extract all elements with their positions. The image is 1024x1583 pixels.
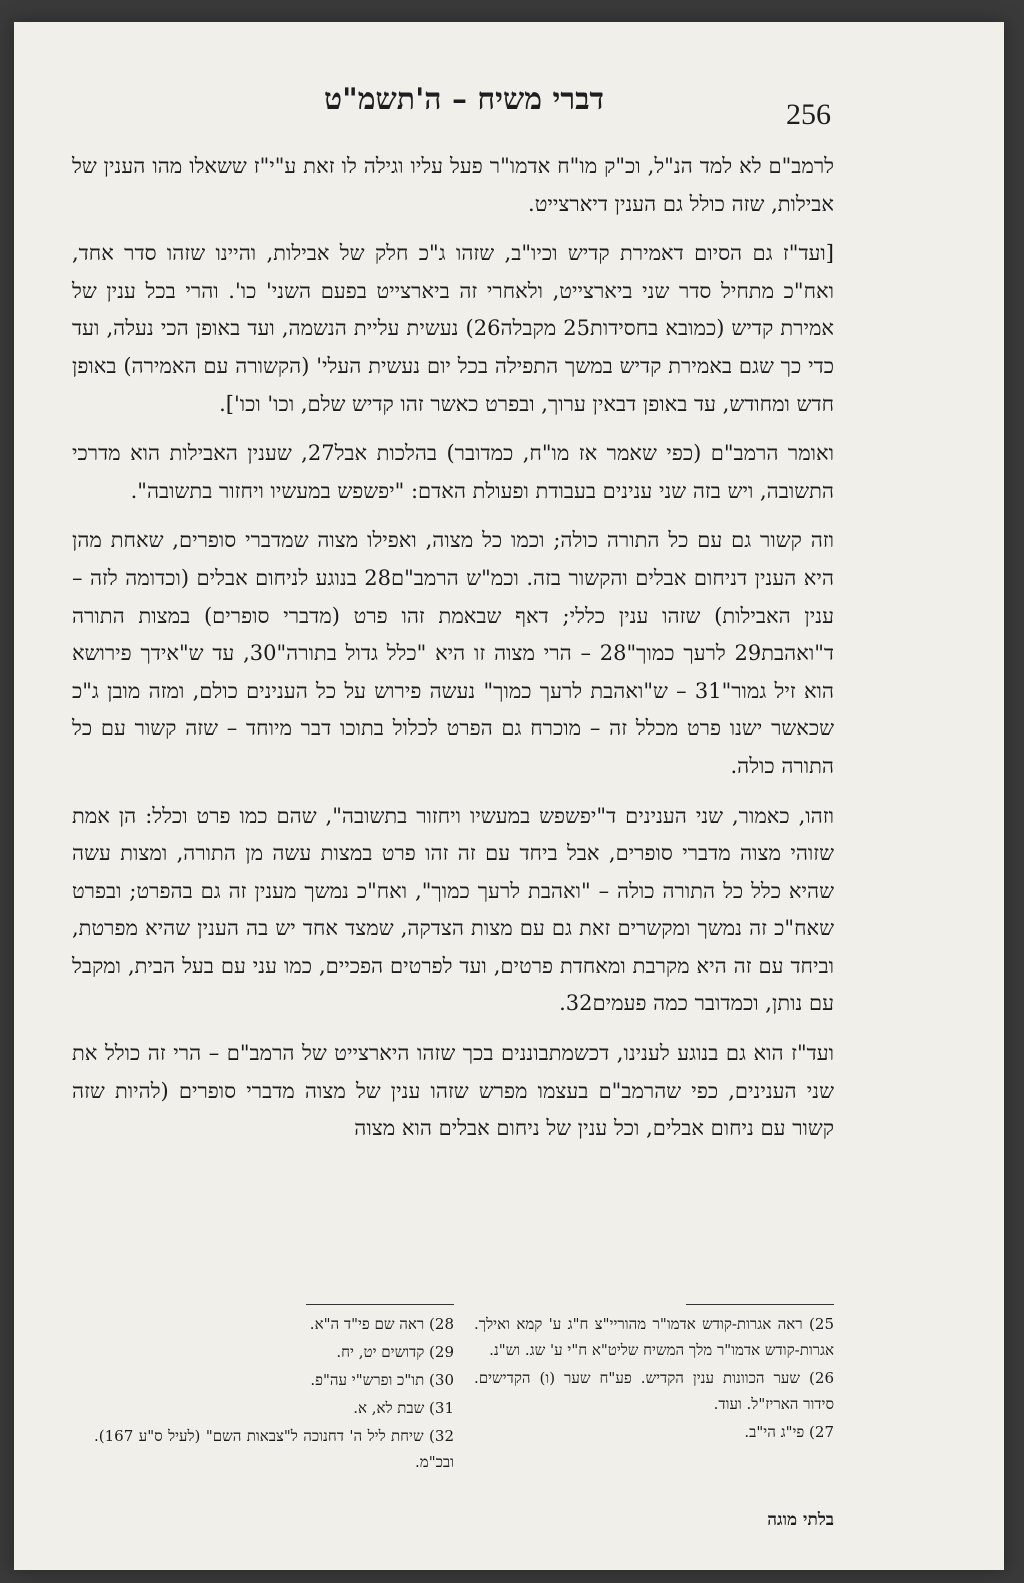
footnote: 31) שבת לא, א. <box>353 1399 454 1417</box>
paragraph: [ועד"ז גם הסיום דאמירת קדיש וכיו"ב, שזהו ג"כ חלק של אבילות, והיינו שזהו סדר אחד, ואח"כ מתחיל סדר שני ביארצייט, ולאחרי זה ביארצייט בפעם השני' כו'. והרי בכל ענין של אמירת קדיש (כמובא בחסידות25 מקבלה26) נעשית עליית הנשמה, ועד באופן הכי נעלה, ועד כדי כך שגם באמירת קדיש במשך התפילה בכל יום נעשית העלי' (הקשורה עם האמירה) באופן חדש ומחודש, עד באופן דבאין ערוך, ובפרט כאשר זהו קדיש שלם, וכו' וכו']. <box>72 241 834 416</box>
paragraph: וזהו, כאמור, שני הענינים ד"יפשפש במעשיו ויחזור בתשובה", שהם כמו פרט וכלל: הן אמת שזוהי מצוה מדברי סופרים, אבל ביחד עם זה זהו פרט במצות עשה מן התורה, ומצות עשה שהיא כלל כל התורה כולה – "ואהבת לרעך כמוך", ואח"כ נמשך מענין זה גם בהפרט; ובפרט שאח"כ זה נמשך ומקשרים זאת גם עם מצות הצדקה, שמצד אחד יש בה הענין שהיא מפרטת, וביחד עם זה היא מקרבת ומאחדת פרטים, ועד לפרטים הפכיים, כמו עני עם בעל הבית, ומקבל עם נותן, וכמדובר כמה פעמים32. <box>72 803 834 1016</box>
footnote: 29) קדושים יט, יח. <box>336 1343 454 1361</box>
footnote: 28) ראה שם פי"ד ה"א. <box>309 1315 454 1333</box>
footnote: 25) ראה אגרות-קודש אדמו"ר מהוריי"צ ח"ג ע' קמא ואילך. אגרות-קודש אדמו"ר מלך המשיח שליט"א ח"י ע' שג. וש"נ. <box>474 1315 834 1359</box>
page-header <box>14 70 1004 130</box>
paragraph: וזה קשור גם עם כל התורה כולה; וכמו כל מצוה, ואפילו מצוה שמדברי סופרים, שאחת מהן היא הענין דניחום אבלים והקשור בזה. וכמ"ש הרמב"ם28 בנוגע לניחום אבלים (וכדומה לזה – ענין האבילות) שזהו ענין כללי; דאף שבאמת זהו פרט (מדברי סופרים) במצות התורה ד"ואהבת29 לרעך כמוך"28 – הרי מצוה זו היא "כלל גדול בתורה"30, עד ש"אידך פירושא הוא זיל גמור"31 – ש"ואהבת לרעך כמוך" נעשה פירוש על כל הענינים כולם, ומזה מובן ג"כ שכאשר ישנו פרט מכלל זה – מוכרח גם הפרט לכלול בתוכו דבר מיוחד – שזה קשור עם כל התורה כולה. <box>72 528 834 778</box>
footnotes <box>72 1304 834 1544</box>
page-number: 256 <box>786 98 831 131</box>
footnote: 32) שיחת ליל ה' דחנוכה ל"צבאות השם" (לעיל ס"ע 167). ובכ"מ. <box>94 1427 454 1471</box>
paragraph: לרמב"ם לא למד הנ"ל, וכ"ק מו"ח אדמו"ר פעל עליו וגילה לו זאת ע"י"ז ששאלו מהו הענין של אבילות, שזה כולל גם הענין דיארצייט. <box>72 154 834 216</box>
running-title: דברי משיח – ה'תשמ"ט <box>324 82 604 117</box>
footnotes-left-column <box>94 1304 454 1477</box>
footnote: 30) תו"כ ופרש"י עה"פ. <box>310 1371 454 1389</box>
paragraph: ואומר הרמב"ם (כפי שאמר אז מו"ח, כמדובר) בהלכות אבל27, שענין האבילות הוא מדרכי התשובה, ויש בזה שני ענינים בעבודת ופעולת האדם: "יפשפש במעשיו ויחזור בתשובה". <box>72 441 834 503</box>
footnote-rule <box>306 1304 454 1305</box>
book-page <box>14 22 1004 1570</box>
footnote: 27) פי"ג הי"ב. <box>744 1423 834 1441</box>
paragraph: ועד"ז הוא גם בנוגע לענינו, דכשמתבוננים בכך שזהו היארצייט של הרמב"ם – הרי זה כולל את שני הענינים, כפי שהרמב"ם בעצמו מפרש שזהו ענין של מצוה מדברי סופרים (להיות שזה קשור עם ניחום אבלים, וכל ענין של ניחום אבלים הוא מצוה <box>72 1041 834 1141</box>
not-edited-stamp: בלתי מוגה <box>767 1510 834 1530</box>
footnote: 26) שער הכוונות ענין הקדיש. פע"ח שער (ו) הקדישים. סידור האריז"ל. ועוד. <box>474 1369 834 1413</box>
footnote-rule <box>686 1304 834 1305</box>
main-text <box>72 148 834 1160</box>
footnotes-right-column <box>474 1304 834 1447</box>
